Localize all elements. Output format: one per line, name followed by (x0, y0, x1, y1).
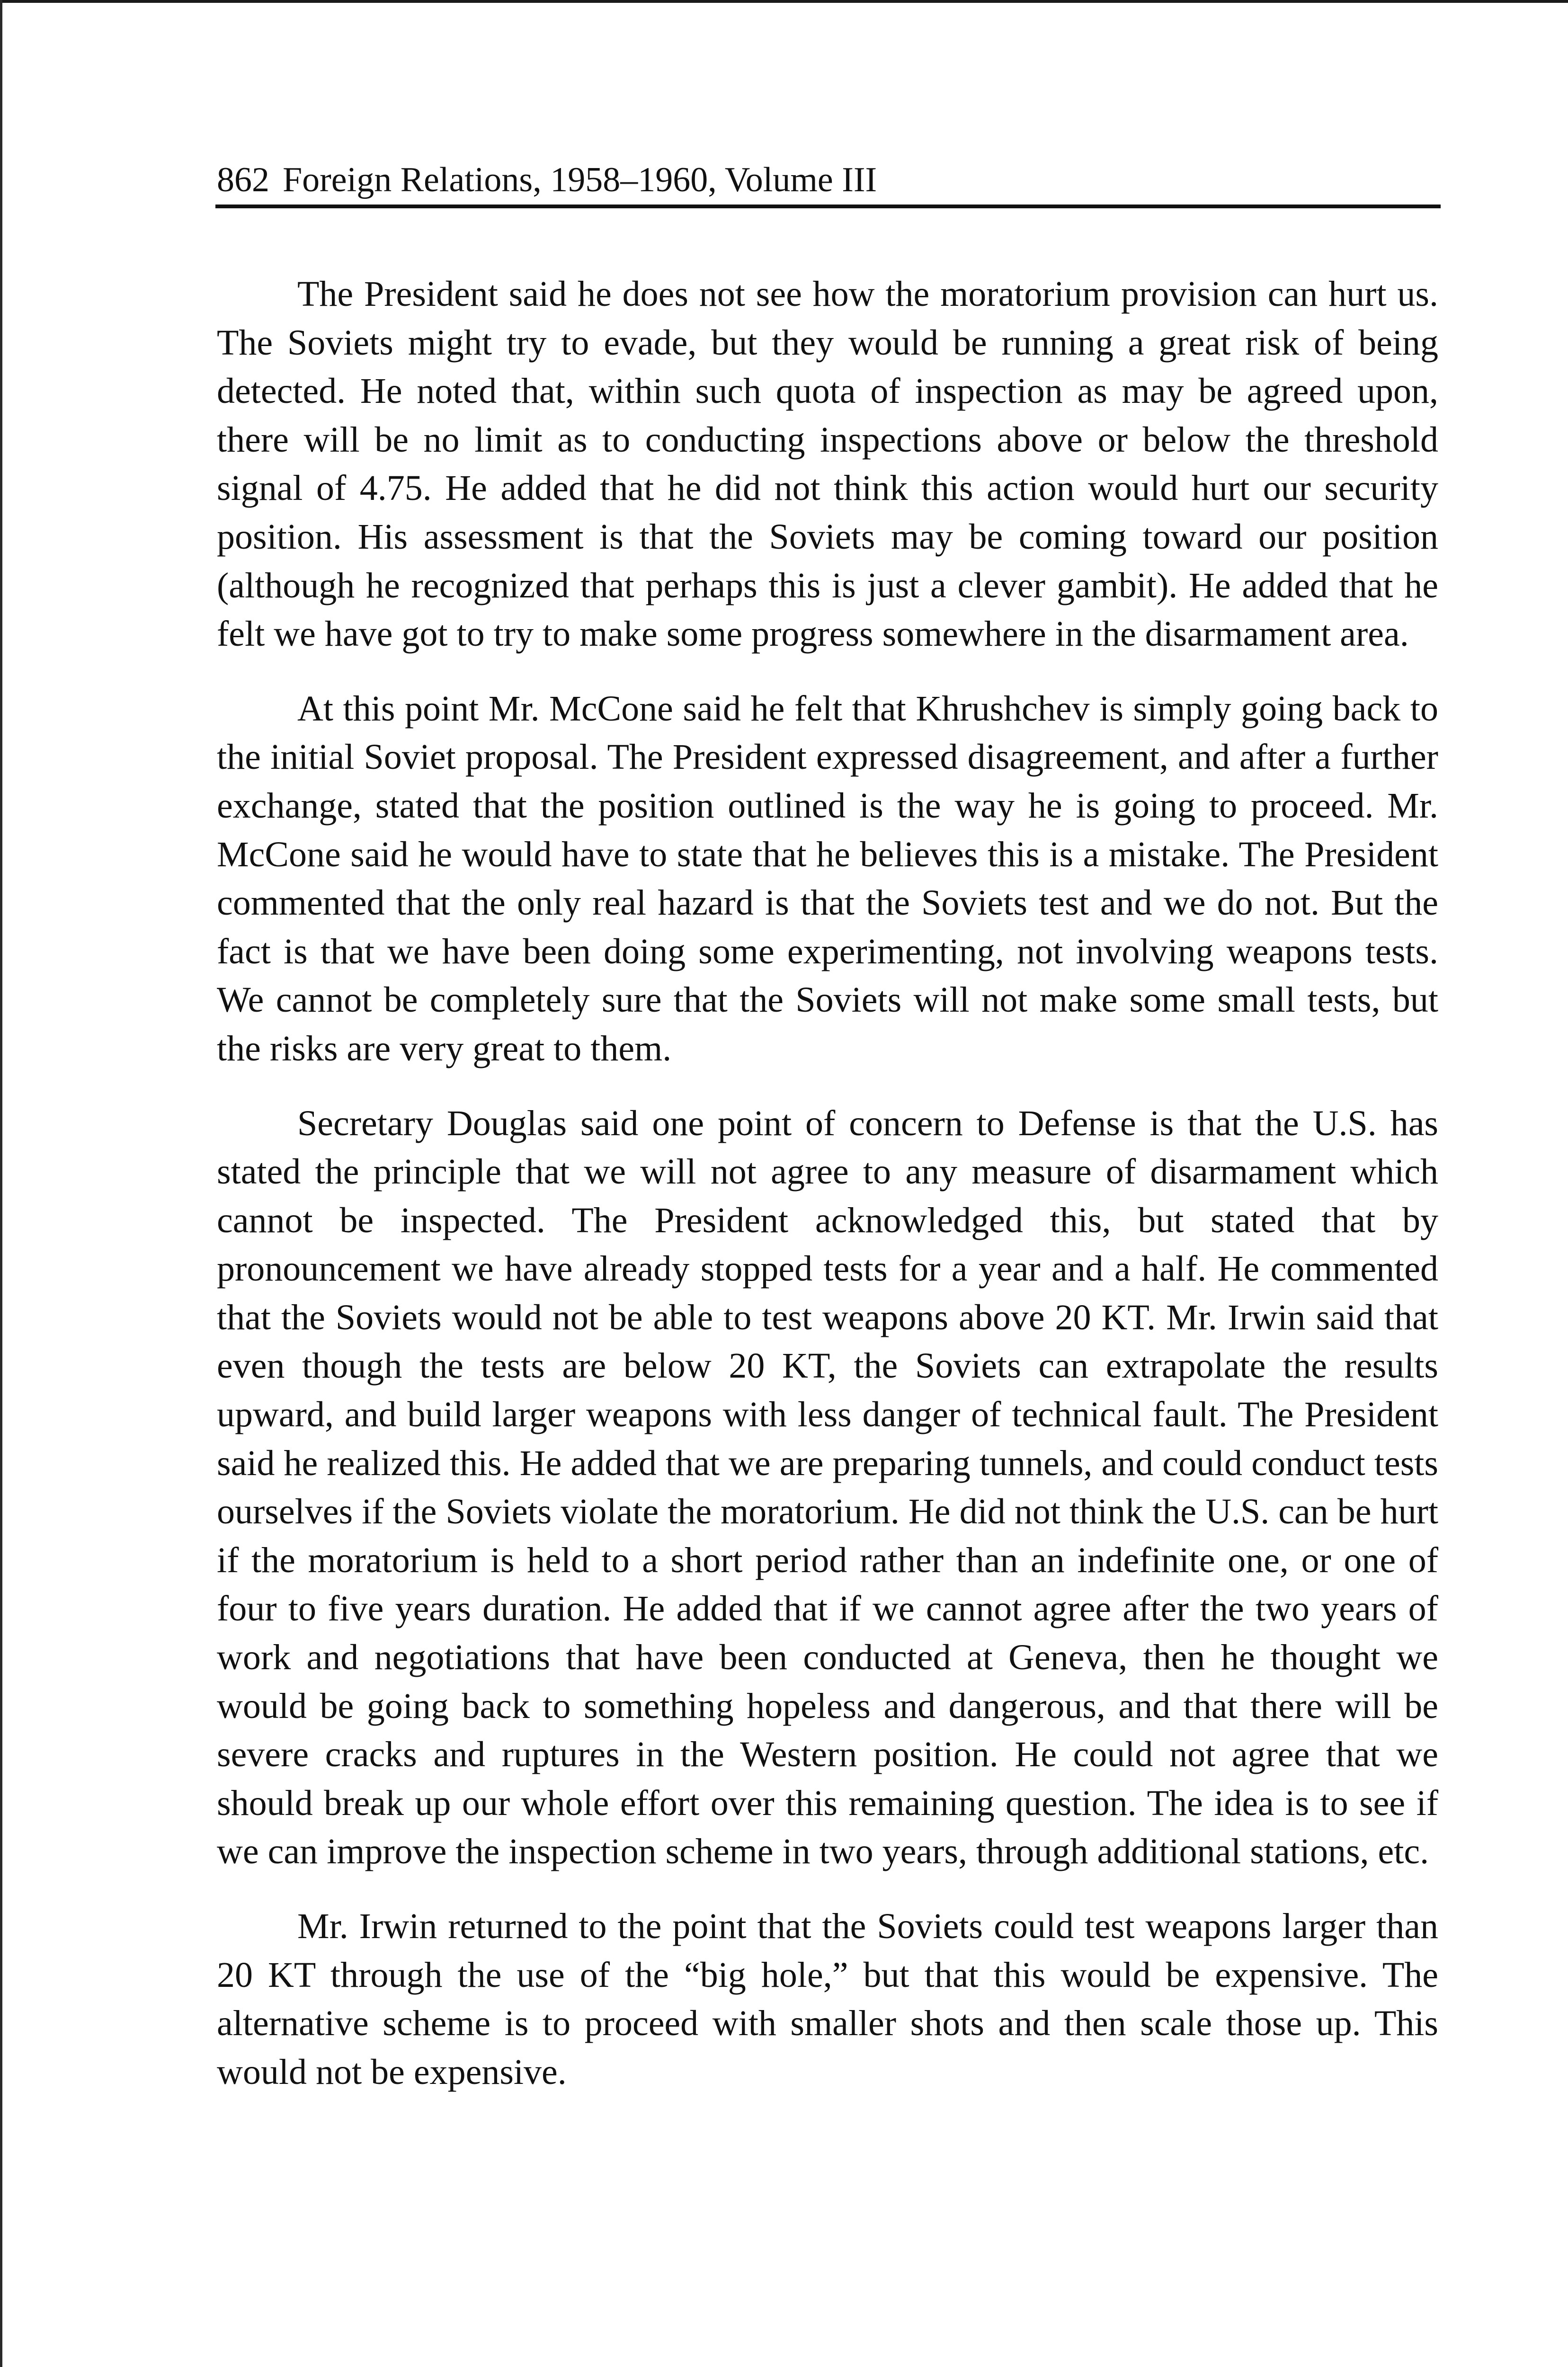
paragraph-douglas-defense: Secretary Douglas said one point of concern to Defense is that the U.S. has stated the principle that we will not agree to any measure of disarmament which cannot be inspected. The President acknowledged this, but stated that by pronouncement we have already stopped tests for a year and a half. He commented that the Soviets would not be able to test weapons above 20 KT. Mr. Irwin said that even though the tests are below 20 KT, the Soviets can extrapolate the results upward, and build larger weapons with less danger of technical fault. The President said he realized this. He added that we are preparing tunnels, and could conduct tests ourselves if the Soviets violate the moratorium. He did not think the U.S. can be hurt if the moratorium is held to a short period rather than an indefinite one, or one of four to five years duration. He added that if we cannot agree after the two years of work and negotiations that have been conducted at Geneva, then he thought we would be going back to something hopeless and dangerous, and that there will be severe cracks and ruptures in the Western position. He could not agree that we should break up our whole effort over this remaining question. The idea is to see if we can improve the inspection scheme in two years, through additional stations, etc. (217, 1103, 1438, 1872)
scan-edge-left (0, 0, 2, 2367)
paragraph-irwin-big-hole: Mr. Irwin returned to the point that the Soviets could test weapons larger than 20 KT through the use of the “big hole,” but that this would be expensive. The alternative scheme is to proceed with smaller shots and then scale those up. This would not be expensive. (217, 1906, 1438, 2092)
header-rule (215, 205, 1441, 208)
page-number: 862 (217, 160, 269, 199)
running-head (217, 156, 1438, 204)
page-body (217, 270, 1438, 2122)
paragraph-mccone-khrushchev: At this point Mr. McCone said he felt that Khrushchev is simply going back to the initial Soviet proposal. The President expressed disagreement, and after a further exchange, stated that the position outlined is the way he is going to proceed. Mr. McCone said he would have to state that he believes this is a mistake. The President commented that the only real hazard is that the Soviets test and we do not. But the fact is that we have been doing some experimenting, not involving weapons tests. We cannot be completely sure that the Soviets will not make some small tests, but the risks are very great to them. (217, 688, 1438, 1068)
paragraph-president-moratorium: The President said he does not see how the moratorium provision can hurt us. The Soviets might try to evade, but they would be running a great risk of being detected. He noted that, within such quota of inspection as may be agreed upon, there will be no limit as to conducting inspections above or below the threshold signal of 4.75. He added that he did not think this action would hurt our security position. His assessment is that the Soviets may be coming toward our position (although he recognized that perhaps this is just a clever gambit). He added that he felt we have got to try to make some progress somewhere in the disarmament area. (217, 274, 1438, 654)
publication-title: Foreign Relations, 1958–1960, Volume III (283, 160, 877, 199)
scan-edge-top (0, 0, 1568, 3)
